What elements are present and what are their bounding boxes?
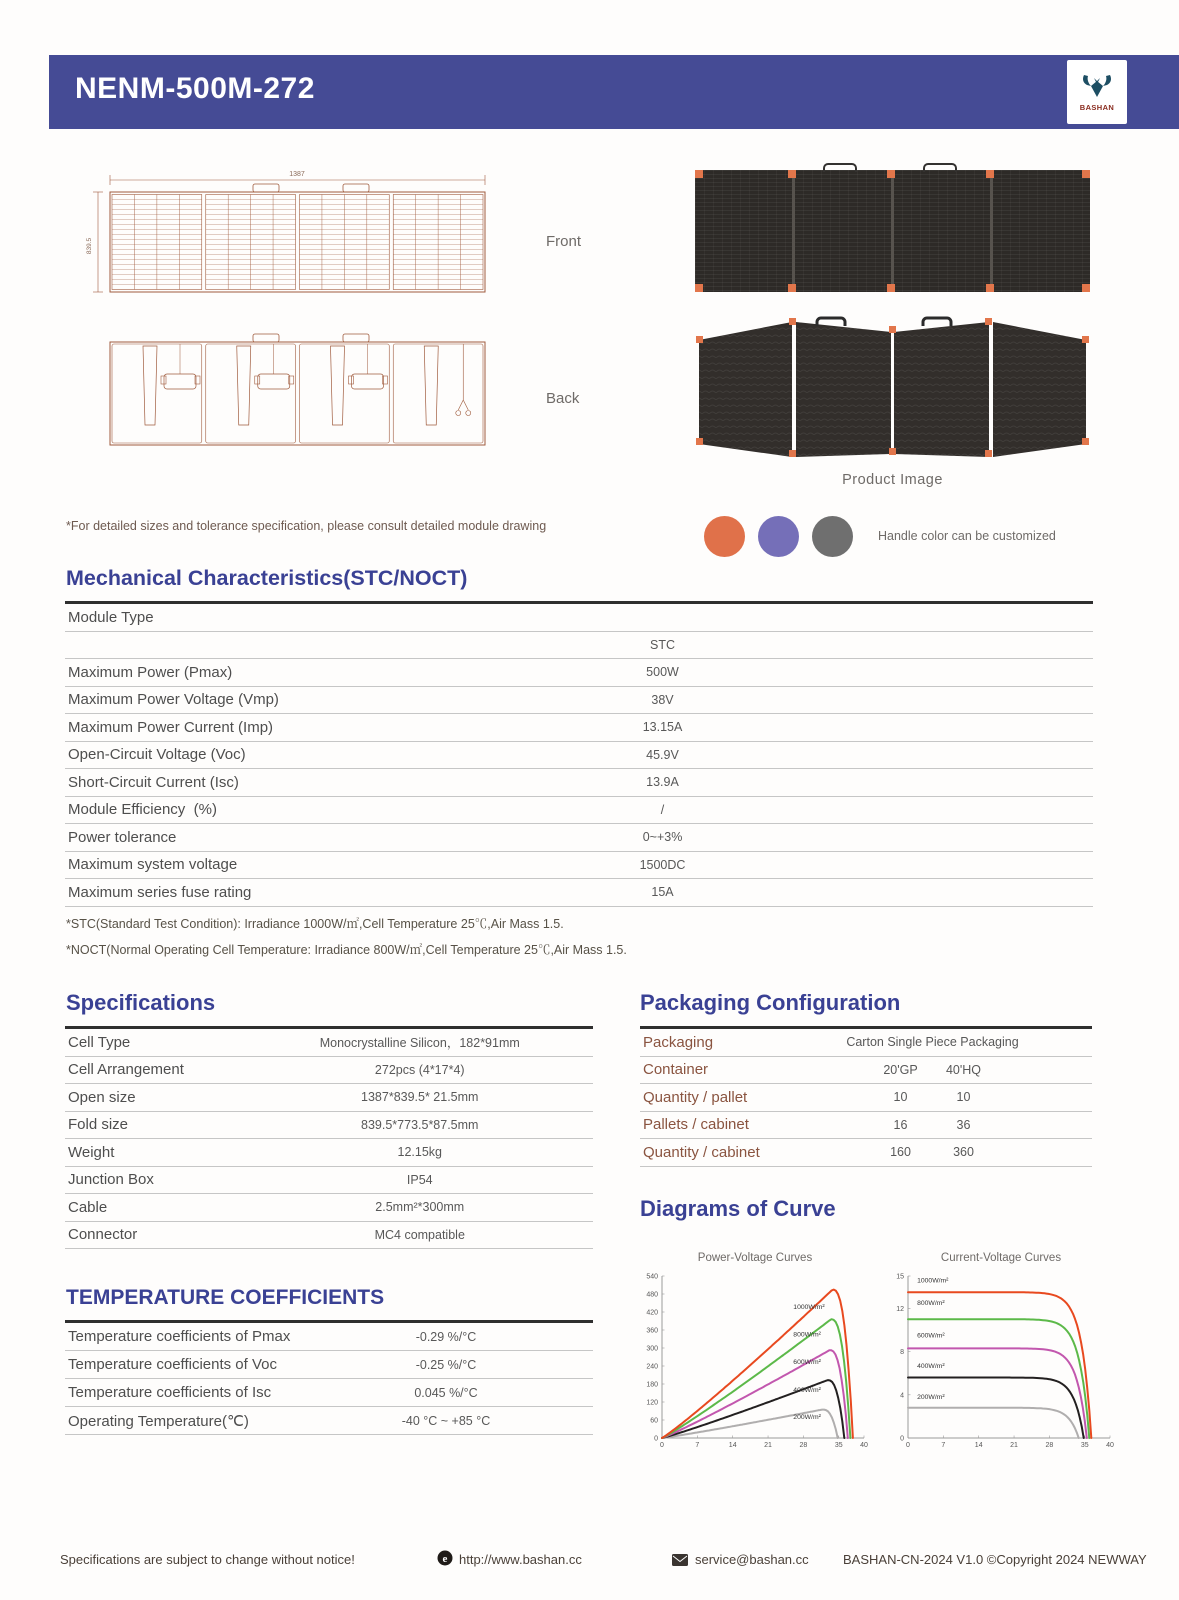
row-value-40hq: 360 <box>953 1145 974 1160</box>
row-label: Connector <box>68 1226 138 1244</box>
temperature-rows <box>65 1323 593 1435</box>
row-value: 1500DC <box>639 857 686 872</box>
row-value: 839.5*773.5*87.5mm <box>361 1117 479 1132</box>
row-label: Junction Box <box>68 1171 154 1189</box>
temperature-table <box>65 1323 593 1435</box>
brand-logo <box>1067 60 1127 124</box>
svg-text:800W/m²: 800W/m² <box>917 1300 945 1308</box>
carry-handle <box>923 163 957 172</box>
iv-chart-title: Current-Voltage Curves <box>940 1252 1062 1264</box>
table-row <box>65 742 1093 770</box>
svg-text:200W/m²: 200W/m² <box>793 1413 821 1421</box>
handle-color-swatches <box>704 516 853 557</box>
svg-text:4: 4 <box>900 1392 904 1400</box>
svg-text:7: 7 <box>695 1442 700 1449</box>
row-value: 38V <box>651 692 674 707</box>
svg-text:420: 420 <box>646 1309 658 1317</box>
globe-icon <box>437 1550 453 1571</box>
row-label: Cable <box>68 1198 108 1216</box>
color-swatch-gray <box>812 516 853 557</box>
front-view-label: Front <box>546 233 582 250</box>
svg-text:0: 0 <box>654 1435 658 1443</box>
row-label: Quantity / pallet <box>643 1088 748 1106</box>
row-value: 0~+3% <box>642 830 683 845</box>
table-row <box>640 1057 1092 1085</box>
color-swatch-orange <box>704 516 745 557</box>
svg-text:400W/m²: 400W/m² <box>917 1362 945 1370</box>
row-value: 1387*839.5* 21.5mm <box>361 1090 479 1105</box>
row-label: Maximum Power Current (Imp) <box>68 718 274 736</box>
pv-chart-plot <box>636 1268 874 1459</box>
row-label: Maximum series fuse rating <box>68 883 252 901</box>
row-value: -0.29 %/°C <box>415 1329 477 1344</box>
row-label: Quantity / cabinet <box>643 1143 760 1161</box>
power-voltage-chart <box>636 1252 874 1462</box>
iv-chart-plot <box>882 1268 1120 1459</box>
table-row <box>65 1057 593 1085</box>
pv-chart-title: Power-Voltage Curves <box>697 1252 813 1264</box>
svg-text:40: 40 <box>860 1442 868 1449</box>
svg-text:0: 0 <box>900 1435 904 1443</box>
table-row <box>65 714 1093 742</box>
table-row <box>65 1029 593 1057</box>
svg-text:0: 0 <box>906 1442 910 1449</box>
handle-color-note: Handle color can be customized <box>878 529 1056 543</box>
svg-text:21: 21 <box>1010 1442 1018 1449</box>
svg-text:14: 14 <box>728 1442 737 1449</box>
table-row <box>65 1167 593 1195</box>
svg-text:360: 360 <box>646 1327 658 1335</box>
svg-text:35: 35 <box>1080 1442 1089 1449</box>
row-value: 0.045 %/°C <box>414 1385 478 1400</box>
drawing-footnote: *For detailed sizes and tolerance specification, please consult detailed module drawing <box>66 519 547 533</box>
section-title-specifications: Specifications <box>66 990 216 1015</box>
row-label: Maximum Power (Pmax) <box>68 663 233 681</box>
table-row <box>640 1112 1092 1140</box>
column-header-stc: STC <box>650 637 675 652</box>
row-value: -0.25 %/°C <box>415 1357 477 1372</box>
noct-footnote: *NOCT(Normal Operating Cell Temperature: Irradiance 800W/㎡,Cell Temperature 25℃,Air Mass 1.5. <box>66 943 627 957</box>
packaging-table <box>640 1029 1092 1167</box>
product-image-caption: Product Image <box>842 472 943 488</box>
row-label: Module Type <box>68 608 154 626</box>
svg-text:60: 60 <box>650 1417 658 1425</box>
svg-text:21: 21 <box>764 1442 772 1449</box>
svg-text:180: 180 <box>646 1381 658 1389</box>
svg-text:200W/m²: 200W/m² <box>917 1394 945 1402</box>
product-photo-back <box>695 316 1090 464</box>
back-view-drawing <box>110 334 485 445</box>
svg-text:400W/m²: 400W/m² <box>793 1386 821 1394</box>
row-label: Cell Arrangement <box>68 1061 184 1079</box>
table-row <box>65 797 1093 825</box>
table-row <box>65 1084 593 1112</box>
row-value: 13.9A <box>646 775 679 790</box>
color-swatch-purple <box>758 516 799 557</box>
svg-text:15: 15 <box>896 1273 904 1281</box>
table-row <box>65 769 1093 797</box>
row-label: Maximum system voltage <box>68 856 238 874</box>
row-label: Cell Type <box>68 1033 131 1051</box>
svg-text:40: 40 <box>1106 1442 1114 1449</box>
row-value: IP54 <box>406 1172 433 1187</box>
specifications-table <box>65 1029 593 1249</box>
row-label: Power tolerance <box>68 828 177 846</box>
row-value: 12.15kg <box>397 1145 442 1160</box>
mail-icon <box>672 1553 688 1571</box>
mechanical-rows <box>65 659 1093 907</box>
header-bar <box>49 55 1179 129</box>
svg-text:12: 12 <box>896 1305 904 1313</box>
row-value: 2.5mm²*300mm <box>375 1200 465 1215</box>
svg-text:14: 14 <box>974 1442 983 1449</box>
footer-email[interactable]: service@bashan.cc <box>695 1552 809 1567</box>
svg-text:0: 0 <box>660 1442 664 1449</box>
page-title: NENM-500M-272 <box>75 72 315 105</box>
row-value: Carton Single Piece Packaging <box>846 1035 1019 1050</box>
table-row <box>65 1379 593 1407</box>
svg-text:800W/m²: 800W/m² <box>793 1331 821 1339</box>
footer-version-copyright: BASHAN-CN-2024 V1.0 ©Copyright 2024 NEWWAY <box>843 1552 1147 1567</box>
dim-width-label: 1387 <box>289 171 305 178</box>
row-value: MC4 compatible <box>374 1227 465 1242</box>
table-row <box>65 1139 593 1167</box>
table-row <box>65 632 1093 660</box>
row-label: Module Efficiency (%) <box>68 801 217 819</box>
row-label: Temperature coefficients of Pmax <box>68 1328 291 1345</box>
table-row <box>640 1139 1092 1167</box>
table-row <box>65 604 1093 632</box>
section-title-mechanical: Mechanical Characteristics(STC/NOCT) <box>66 566 468 590</box>
svg-text:120: 120 <box>646 1399 658 1407</box>
row-label: Fold size <box>68 1116 129 1134</box>
row-value: 15A <box>651 885 674 900</box>
module-drawing <box>60 160 560 470</box>
stc-footnote: *STC(Standard Test Condition): Irradiance 1000W/㎡,Cell Temperature 25℃,Air Mass 1.5. <box>66 917 564 931</box>
svg-text:28: 28 <box>799 1442 808 1449</box>
table-row <box>65 852 1093 880</box>
row-value-20gp: 20'GP <box>883 1062 918 1077</box>
table-row <box>65 879 1093 907</box>
carry-handle <box>923 318 951 326</box>
row-label: Open-Circuit Voltage (Voc) <box>68 746 246 764</box>
bull-icon <box>1081 73 1113 101</box>
svg-text:1000W/m²: 1000W/m² <box>793 1304 825 1311</box>
dim-height-label: 839.5 <box>86 237 93 255</box>
table-row <box>65 1407 593 1435</box>
table-row <box>65 824 1093 852</box>
front-view-drawing <box>110 184 485 292</box>
row-value: 500W <box>646 665 679 680</box>
current-voltage-chart <box>882 1252 1120 1462</box>
table-row <box>65 1222 593 1250</box>
row-value-20gp: 10 <box>893 1090 908 1105</box>
table-row <box>65 1323 593 1351</box>
svg-text:600W/m²: 600W/m² <box>793 1359 821 1367</box>
carry-handle <box>823 163 857 172</box>
section-title-temperature: TEMPERATURE COEFFICIENTS <box>66 1286 385 1309</box>
svg-text:300: 300 <box>646 1345 658 1353</box>
row-value: -40 °C ~ +85 °C <box>401 1413 491 1428</box>
back-view-label: Back <box>546 390 580 407</box>
row-value: 45.9V <box>646 747 679 762</box>
table-row <box>640 1084 1092 1112</box>
row-value-40hq: 40'HQ <box>945 1062 982 1077</box>
row-label: Container <box>643 1061 709 1079</box>
row-value: Monocrystalline Silicon，182*91mm <box>319 1036 520 1051</box>
table-row <box>65 687 1093 715</box>
row-label: Open size <box>68 1088 136 1106</box>
table-row <box>65 1112 593 1140</box>
svg-text:35: 35 <box>834 1442 843 1449</box>
row-value-40hq: 10 <box>956 1090 971 1105</box>
panel-seam <box>792 170 795 292</box>
footer-disclaimer: Specifications are subject to change without notice! <box>60 1552 355 1567</box>
mechanical-table <box>65 604 1093 907</box>
row-label: Packaging <box>643 1033 714 1051</box>
svg-text:e: e <box>442 1553 448 1565</box>
svg-text:540: 540 <box>646 1273 658 1281</box>
row-value: 272pcs (4*17*4) <box>374 1062 465 1077</box>
table-row <box>65 1351 593 1379</box>
svg-text:480: 480 <box>646 1291 658 1299</box>
product-photo-front <box>695 170 1090 292</box>
row-label: Operating Temperature(℃) <box>68 1412 249 1430</box>
specification-rows <box>65 1029 593 1249</box>
row-label: Maximum Power Voltage (Vmp) <box>68 691 279 709</box>
row-value: / <box>660 802 665 817</box>
svg-text:28: 28 <box>1045 1442 1054 1449</box>
table-row <box>65 659 1093 687</box>
panel-seam <box>990 170 993 292</box>
svg-text:7: 7 <box>941 1442 946 1449</box>
row-label: Temperature coefficients of Isc <box>68 1384 272 1401</box>
svg-text:1000W/m²: 1000W/m² <box>917 1277 949 1285</box>
footer-website[interactable]: http://www.bashan.cc <box>459 1552 582 1567</box>
section-title-packaging: Packaging Configuration <box>640 990 901 1015</box>
row-value-40hq: 36 <box>956 1117 971 1132</box>
table-row <box>65 1194 593 1222</box>
row-value-20gp: 16 <box>893 1117 908 1132</box>
row-label: Temperature coefficients of Voc <box>68 1356 278 1373</box>
row-value-20gp: 160 <box>890 1145 911 1160</box>
row-label: Short-Circuit Current (Isc) <box>68 773 239 791</box>
svg-text:8: 8 <box>900 1349 904 1357</box>
logo-wordmark: BASHAN <box>1079 102 1115 112</box>
row-value: 13.15A <box>642 720 683 735</box>
section-title-curves: Diagrams of Curve <box>640 1196 836 1221</box>
row-label: Weight <box>68 1143 115 1161</box>
svg-text:240: 240 <box>646 1363 658 1371</box>
table-row <box>640 1029 1092 1057</box>
svg-text:600W/m²: 600W/m² <box>917 1332 945 1340</box>
panel-seam <box>891 170 894 292</box>
row-label: Pallets / cabinet <box>643 1116 749 1134</box>
